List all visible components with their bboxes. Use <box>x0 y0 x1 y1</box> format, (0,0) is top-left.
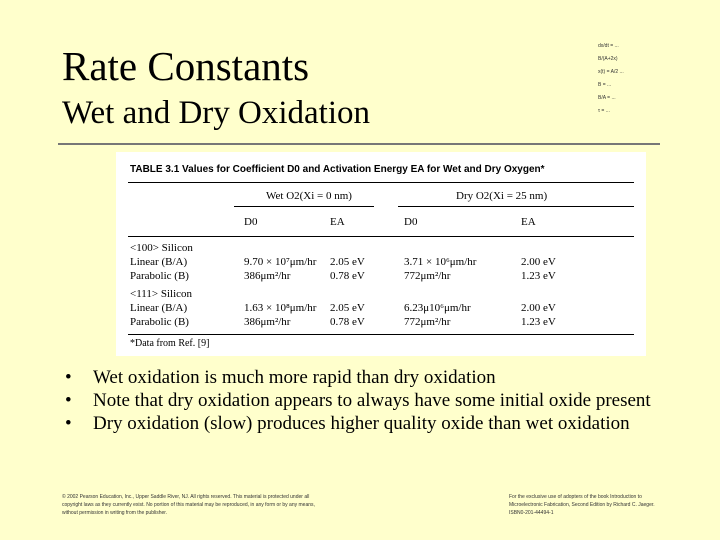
section-label: <100> Silicon <box>130 242 193 254</box>
cell-d0-dry: 3.71 × 10⁶μm/hr <box>404 256 477 268</box>
table-footnote: *Data from Ref. [9] <box>130 338 210 349</box>
cell-d0-dry: 6.23μ10⁶μm/hr <box>404 302 471 314</box>
table-rule <box>128 182 634 183</box>
col-header-d0-dry: D0 <box>404 216 418 228</box>
slide-title: Rate Constants <box>62 43 310 89</box>
row-label: Linear (B/A) <box>130 256 188 268</box>
table-rule <box>128 236 634 237</box>
bullet-text: Wet oxidation is much more rapid than dry oxidation <box>93 367 496 388</box>
table-caption: TABLE 3.1 Values for Coefficient D0 and Activation Energy EA for Wet and Dry Oxygen* <box>130 164 545 175</box>
cell-ea-dry: 1.23 eV <box>521 270 556 282</box>
copyright-footer: © 2002 Pearson Education, Inc., Upper Saddle River, NJ. All rights reserved. This material is protected under all copyright laws as they currently exist. No portion of this material may be reproduced, in any form or by any means, without permission in writing from the publisher. <box>62 494 315 516</box>
cell-d0-wet: 386μm²/hr <box>244 316 291 328</box>
col-header-ea-dry: EA <box>521 216 536 228</box>
cell-d0-wet: 386μm²/hr <box>244 270 291 282</box>
rate-constants-table <box>116 152 646 356</box>
formula-line: B/A = ... <box>598 95 616 101</box>
cell-ea-wet: 2.05 eV <box>330 256 365 268</box>
col-header-d0-wet: D0 <box>244 216 258 228</box>
cell-ea-dry: 1.23 eV <box>521 316 556 328</box>
dry-group-rule <box>398 206 634 207</box>
bullet-symbol: • <box>65 413 72 434</box>
formula-line: dx/dt = ... <box>598 43 619 49</box>
cell-d0-dry: 772μm²/hr <box>404 270 451 282</box>
cell-ea-wet: 2.05 eV <box>330 302 365 314</box>
section-label: <111> Silicon <box>130 288 193 300</box>
cell-ea-wet: 0.78 eV <box>330 270 365 282</box>
cell-ea-dry: 2.00 eV <box>521 302 556 314</box>
bullet-text: Dry oxidation (slow) produces higher quality oxide than wet oxidation <box>93 413 630 434</box>
bullet-symbol: • <box>65 367 72 388</box>
col-header-ea-wet: EA <box>330 216 345 228</box>
cell-d0-wet: 1.63 × 10⁸μm/hr <box>244 302 317 314</box>
formula-line: x(t) = A/2 ... <box>598 69 624 75</box>
formula-thumbnail <box>598 40 656 118</box>
cell-d0-wet: 9.70 × 10⁷μm/hr <box>244 256 317 268</box>
cell-ea-dry: 2.00 eV <box>521 256 556 268</box>
formula-line: τ = ... <box>598 108 610 114</box>
bullet-symbol: • <box>65 390 72 411</box>
bullet-item <box>62 412 672 435</box>
row-label: Parabolic (B) <box>130 270 189 282</box>
row-label: Parabolic (B) <box>130 316 189 328</box>
cell-ea-wet: 0.78 eV <box>330 316 365 328</box>
table-rule <box>128 334 634 335</box>
dry-group-header: Dry O2(Xi = 25 nm) <box>456 190 548 202</box>
bullet-list <box>62 366 672 435</box>
bullet-item <box>62 366 672 389</box>
row-label: Linear (B/A) <box>130 302 188 314</box>
formula-line: B/(A+2x) <box>598 56 618 62</box>
cell-d0-dry: 772μm²/hr <box>404 316 451 328</box>
bullet-item <box>62 389 672 412</box>
bullet-text: Note that dry oxidation appears to always have some initial oxide present <box>93 390 651 411</box>
book-attribution-footer: For the exclusive use of adopters of the book Introduction to Microelectronic Fabrication, Second Edition by Richard C. Jaeger. ISBN0-201-44494-1 <box>509 494 655 516</box>
slide-subtitle: Wet and Dry Oxidation <box>62 95 371 131</box>
wet-group-rule <box>234 206 374 207</box>
formula-line: B = ... <box>598 82 612 88</box>
wet-group-header: Wet O2(Xi = 0 nm) <box>266 190 352 202</box>
title-divider <box>58 143 660 145</box>
